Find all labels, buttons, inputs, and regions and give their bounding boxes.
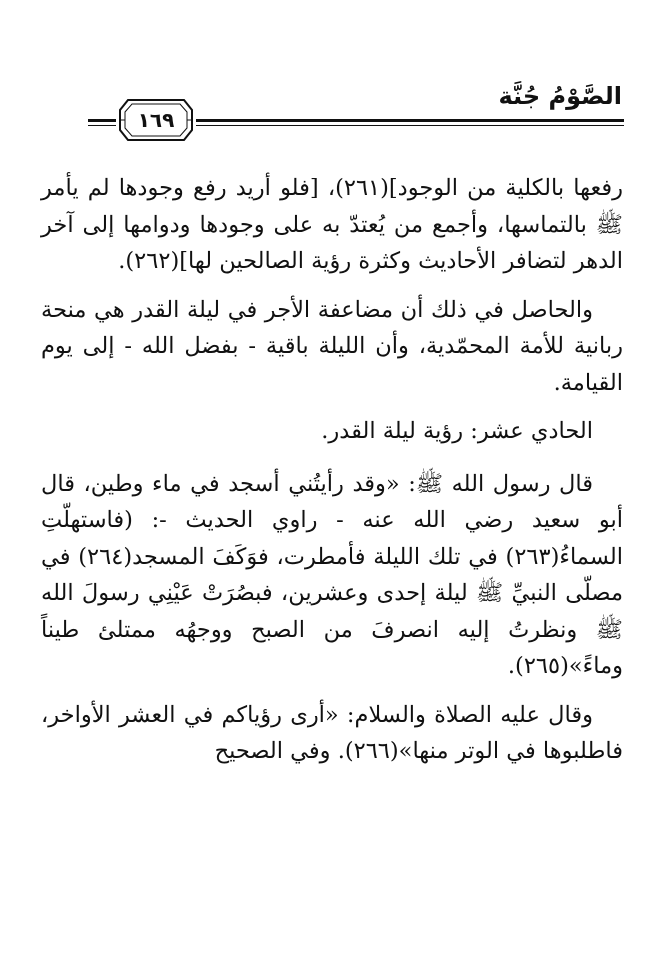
section-heading: الحادي عشر: رؤية ليلة القدر. [321, 418, 593, 444]
header-rule-right [196, 119, 624, 126]
page-header [88, 82, 624, 132]
page-number: ١٦٩ [137, 108, 175, 132]
page-number-frame [118, 98, 194, 142]
page-body [41, 170, 623, 782]
paragraph-2: والحاصل في ذلك أن مضاعفة الأجر في ليلة القدر هي منحة ربانية للأمة المحمّدية، وأن الليلة باقية - بفضل الله - إلى يوم القيامة. [41, 296, 623, 396]
book-title: الصَّوْمُ جُنَّة [498, 82, 622, 110]
paragraph-4: وقال عليه الصلاة والسلام: «أرى رؤياكم في العشر الأواخر، فاطلبوها في الوتر منها»(٢٦٦). وفي الصحيح [41, 701, 623, 764]
header-rule-left [88, 119, 116, 126]
paragraph-3: قال رسول الله ﷺ: «وقد رأيتُني أسجد في ماء وطين، قال أبو سعيد رضي الله عنه - راوي الحديث -: (فاستهلّتِ السماءُ(٢٦٣) في تلك الليلة فأمطرت، فوَكَفَ المسجد(٢٦٤) في مصلّى النبيِّ ﷺ ليلة إحدى وعشرين، فبصُرَتْ عَيْنِي رسولَ الله ﷺ ونظرتُ إليه انصرفَ من الصبح ووجهُه ممتلئ طيناً وماءً»(٢٦٥). [41, 470, 623, 679]
paragraph-1: رفعها بالكلية من الوجود](٢٦١)، [فلو أريد رفع وجودها لم يأمر ﷺ بالتماسها، وأجمع من يُعتدّ به على وجودها ودوامها إلى آخر الدهر لتضافر الأحاديث وكثرة رؤية الصالحين لها](٢٦٢). [41, 175, 623, 274]
